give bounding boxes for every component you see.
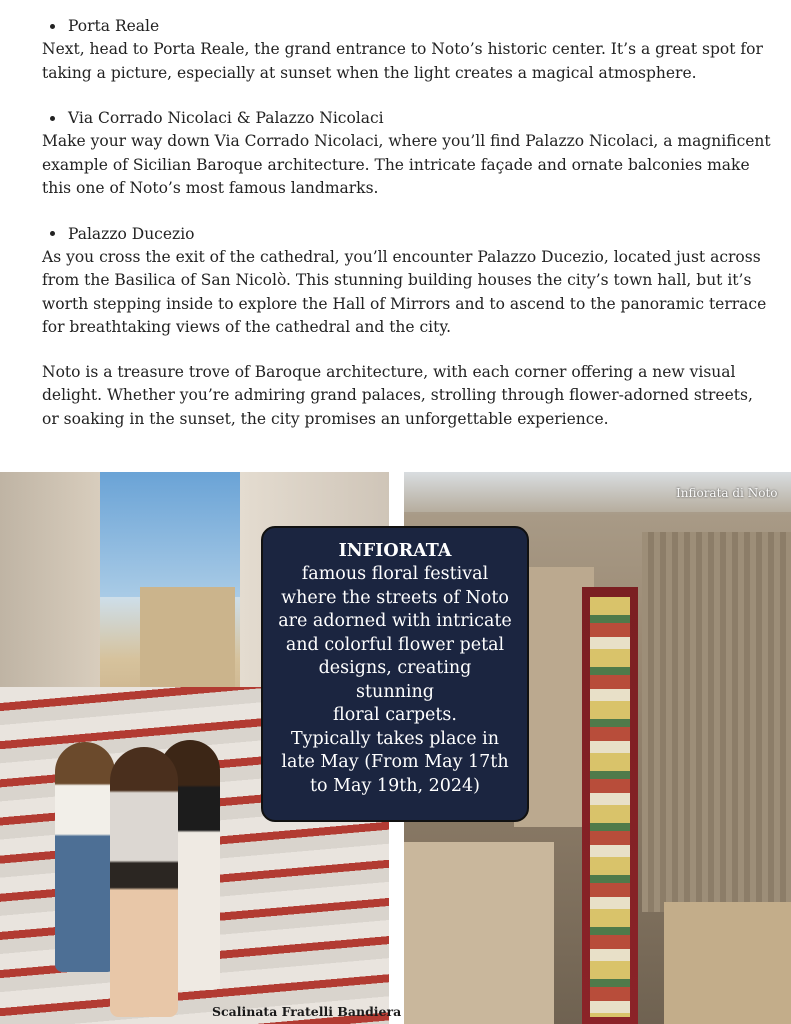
section-paragraph: As you cross the exit of the cathedral, you’ll encounter Palazzo Ducezio, located just across from the Basilica of San Nicolò. This stunning building houses the city’s town hall, but it’s worth stepping inside to explore the Hall of Mirrors and to ascend to the panoramic terrace for breathtaking views of the cathedral and the city.: [42, 247, 767, 336]
person: [55, 742, 115, 972]
info-box-line: to May 19th, 2024): [310, 775, 480, 796]
section-heading: Palazzo Ducezio: [68, 224, 195, 243]
person: [110, 747, 178, 1017]
info-box-line: late May (From May 17th: [281, 752, 509, 772]
section-heading: Via Corrado Nicolaci & Palazzo Nicolaci: [68, 109, 384, 127]
section-paragraph: Next, head to Porta Reale, the grand entrance to Noto’s historic center. It’s a great spot for taking a picture, especially at sunset when the light creates a magical atmosphere.: [42, 40, 763, 82]
bullet-icon: [50, 116, 55, 121]
photo-caption-left: Scalinata Fratelli Bandiera: [212, 1004, 402, 1019]
info-box-line: famous floral festival: [301, 564, 489, 584]
bullet-icon: [50, 231, 55, 236]
info-box-title: INFIORATA: [338, 541, 452, 561]
info-box-line: and colorful flower petal: [285, 634, 505, 655]
infiorata-info-box: [261, 526, 529, 822]
bullet-icon: [50, 24, 55, 29]
section-paragraph: Make your way down Via Corrado Nicolaci, where you’ll find Palazzo Nicolaci, a magnificent example of Sicilian Baroque architecture. The intricate façade and ornate balconies make this one of Noto’s most famous landmarks.: [42, 132, 771, 197]
section-palazzo-ducezio: [42, 222, 772, 340]
info-box-line: Typically takes place in: [290, 728, 500, 749]
info-box-line: floral carpets.: [333, 705, 457, 725]
section-via-corrado-nicolaci: [42, 106, 772, 201]
photo-caption-right: Infiorata di Noto: [676, 486, 778, 500]
article-text: [42, 14, 772, 431]
closing-paragraph: Noto is a treasure trove of Baroque architecture, with each corner offering a new visual delight. Whether you’re admiring grand palaces, strolling through flower-adorned streets, or soaking in the sunset, the city promises an unforgettable experience.: [42, 362, 753, 428]
section-porta-reale: [42, 14, 772, 85]
info-box-line: where the streets of Noto: [281, 587, 509, 608]
info-box-line: designs, creating stunning: [318, 658, 472, 702]
info-box-line: are adorned with intricate: [278, 611, 512, 631]
section-heading: Porta Reale: [68, 17, 160, 35]
rooftops: [642, 532, 791, 912]
